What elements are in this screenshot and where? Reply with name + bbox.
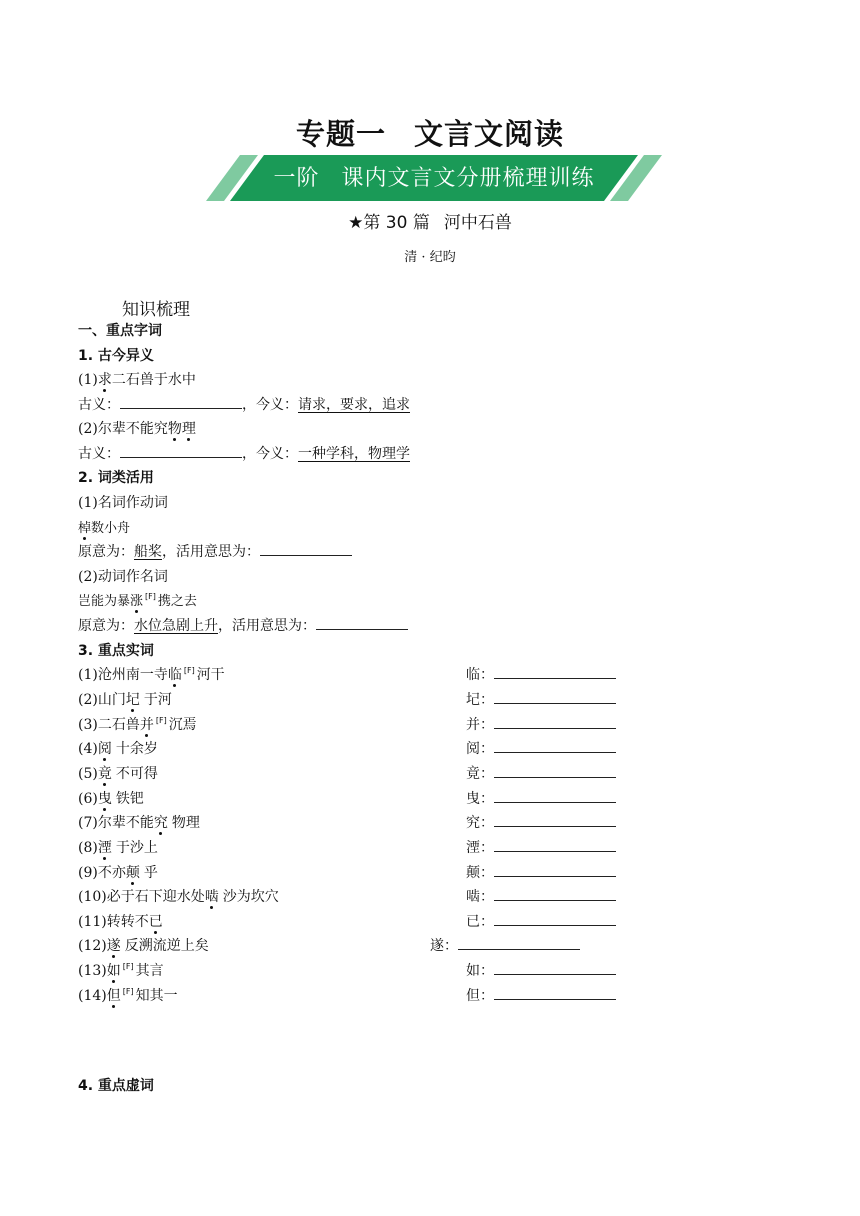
answer-blank[interactable] <box>494 763 616 778</box>
shici-item: (6)曳 铁钯 <box>78 791 144 807</box>
cilei-example-2: 岂能为暴涨 [F] 携之去 <box>78 592 197 609</box>
answer-label: 颠： <box>466 865 494 881</box>
shici-item: (13)如 [F] 其言 <box>78 962 164 979</box>
answer-blank[interactable] <box>494 738 616 753</box>
answer-blank[interactable] <box>260 541 352 556</box>
answer-blank[interactable] <box>494 664 616 679</box>
shici-answer <box>466 763 616 783</box>
shici-answer <box>466 714 616 734</box>
cilei-line-2: 原意为：水位急剧上升，活用意思为： <box>78 615 408 635</box>
gujin-item-2: (2)尔辈不能究物理 <box>78 421 196 437</box>
shici-answer <box>466 664 616 684</box>
answer-label: 究： <box>466 815 494 831</box>
answer-label: 曳： <box>466 791 494 807</box>
part-heading: 一、重点字词 <box>78 323 162 339</box>
shici-item: (2)山门圮 于河 <box>78 692 172 708</box>
shici-item: (5)竟 不可得 <box>78 766 158 782</box>
page-title: 专题一 文言文阅读 <box>295 117 565 151</box>
answer-label: 但： <box>466 988 494 1004</box>
answer-label: 遂： <box>430 938 458 954</box>
answer-blank[interactable] <box>494 985 616 1000</box>
shici-answer <box>466 738 616 758</box>
shici-item: (3)二石兽并 [F] 沉焉 <box>78 716 197 733</box>
gujin-line-1: 古义： ，今义：请求，要求，追求 <box>78 394 410 414</box>
section-heading: 知识梳理 <box>122 300 190 320</box>
answer-blank[interactable] <box>494 862 616 877</box>
answer-blank[interactable] <box>120 394 242 409</box>
shici-item: (4)阅 十余岁 <box>78 741 158 757</box>
cilei-example-1: 棹数小舟 <box>78 521 131 536</box>
cilei-line-1: 原意为：船桨，活用意思为： <box>78 541 352 561</box>
answer-blank[interactable] <box>494 911 616 926</box>
shici-answer <box>466 788 616 808</box>
answer-label: 并： <box>466 717 494 733</box>
answer-label: 如： <box>466 963 494 979</box>
answer-blank[interactable] <box>494 960 616 975</box>
section-banner <box>206 155 662 201</box>
shici-answer <box>466 960 616 980</box>
shici-item: (14)但 [F] 知其一 <box>78 987 178 1004</box>
shici-item: (11)转转不已 <box>78 914 163 930</box>
answer-blank[interactable] <box>494 788 616 803</box>
cilei-heading: 2. 词类活用 <box>78 470 154 486</box>
answer-label: 已： <box>466 914 494 930</box>
answer-blank[interactable] <box>316 615 408 630</box>
shici-item: (9)不亦颠 乎 <box>78 865 158 881</box>
answer-label: 圮： <box>466 692 494 708</box>
shici-answer <box>466 837 616 857</box>
gujin-line-2: 古义： ，今义：一种学科，物理学 <box>78 443 410 463</box>
answer-blank[interactable] <box>494 886 616 901</box>
shici-heading: 3. 重点实词 <box>78 643 154 659</box>
shici-answer <box>466 812 616 832</box>
shici-answer <box>466 985 616 1005</box>
author-line: 清 · 纪昀 <box>404 250 456 265</box>
answer-blank[interactable] <box>458 935 580 950</box>
answer-label: 湮： <box>466 840 494 856</box>
answer-label: 临： <box>466 667 494 683</box>
answer-blank[interactable] <box>494 812 616 827</box>
shici-item: (12)遂 反溯流逆上矣 <box>78 938 209 954</box>
cilei-sub-2: (2)动词作名词 <box>78 569 168 585</box>
lesson-title: ★第 30 篇 河中石兽 <box>348 213 512 233</box>
answer-blank[interactable] <box>120 443 242 458</box>
shici-answer <box>430 935 580 955</box>
shici-item: (7)尔辈不能究 物理 <box>78 815 200 831</box>
answer-blank[interactable] <box>494 689 616 704</box>
shici-answer <box>466 862 616 882</box>
gujin-heading: 1. 古今异义 <box>78 348 154 364</box>
shici-answer <box>466 911 616 931</box>
answer-label: 竟： <box>466 766 494 782</box>
answer-blank[interactable] <box>494 714 616 729</box>
shici-item: (10)必于石下迎水处啮 沙为坎穴 <box>78 889 279 905</box>
shici-answer <box>466 886 616 906</box>
answer-label: 阅： <box>466 741 494 757</box>
shici-answer <box>466 689 616 709</box>
shici-item: (8)湮 于沙上 <box>78 840 158 856</box>
xuci-heading: 4. 重点虚词 <box>78 1078 154 1094</box>
cilei-sub-1: (1)名词作动词 <box>78 495 168 511</box>
answer-label: 啮： <box>466 889 494 905</box>
shici-item: (1)沧州南一寺临 [F] 河干 <box>78 666 225 683</box>
banner-title: 一阶 课内文言文分册梳理训练 <box>273 166 595 191</box>
gujin-item-1: (1)求二石兽于水中 <box>78 372 196 388</box>
answer-blank[interactable] <box>494 837 616 852</box>
